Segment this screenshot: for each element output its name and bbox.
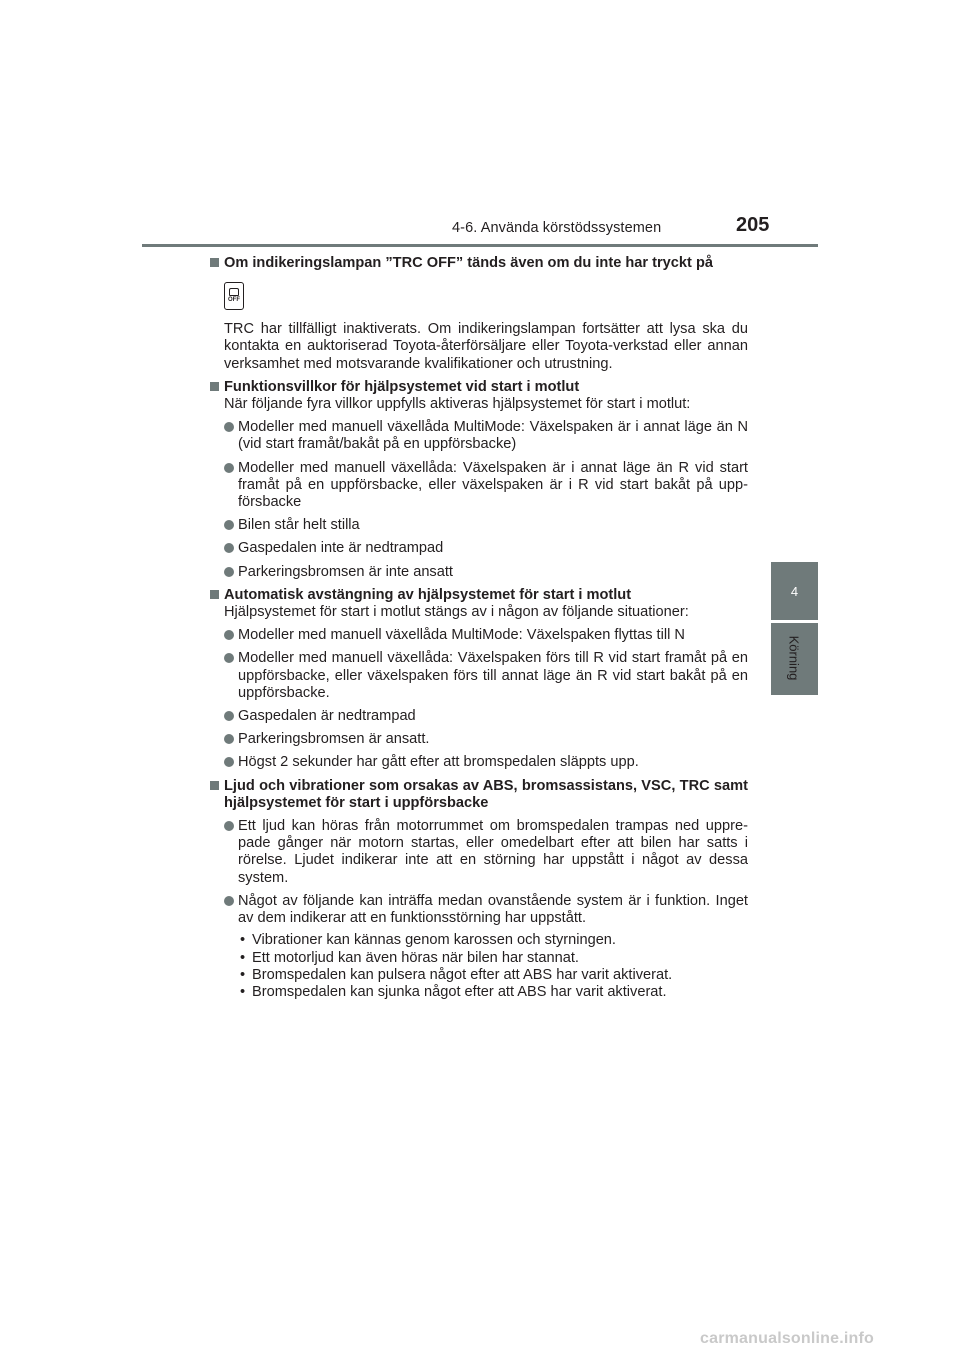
sub-list-item: • Ett motorljud kan även höras när bilen har stannat. [238, 950, 748, 967]
list-item: Bilen står helt stilla [208, 517, 748, 534]
circle-bullet-icon [224, 543, 234, 553]
square-bullet-icon [210, 382, 219, 391]
section-title: 4-6. Använda körstödssystemen [452, 220, 662, 236]
list-item: Modeller med manuell växellåda: Växelspaken är i annat läge än R vid start framåt på en uppförsbacke, eller växelspaken är i R vid start bakåt på upp-försbacke [208, 460, 748, 512]
circle-bullet-icon [224, 896, 234, 906]
square-bullet-icon [210, 781, 219, 790]
circle-bullet-icon [224, 757, 234, 767]
list-item: Modeller med manuell växellåda: Växelspaken förs till R vid start framåt på en uppförsbacke, eller växelspaken förs till annat läge än R vid start bakåt på en uppförsbacke. [208, 650, 748, 702]
circle-bullet-icon [224, 653, 234, 663]
sub-list-item: • Bromspedalen kan sjunka något efter att ABS har varit aktiverat. [238, 984, 748, 1001]
page-number: 205 [736, 214, 770, 236]
list-item: Gaspedalen är nedtrampad [208, 708, 748, 725]
paragraph: TRC har tillfälligt inaktiverats. Om indikeringslampan fortsätter att lysa ska du kontakta en auktoriserad Toyota-återförsäljare eller Toyota-verkstad eller annan verksamhet med motsvarande kvalifikationer och utrustning. [224, 321, 748, 372]
paragraph: När följande fyra villkor uppfylls aktiveras hjälpsystemet för start i motlut: [224, 396, 691, 413]
paragraph: Hjälpsystemet för start i motlut stängs av i någon av följande situationer: [224, 604, 689, 621]
circle-bullet-icon [224, 520, 234, 530]
chapter-tab[interactable] [771, 562, 818, 620]
chapter-label: Körning [786, 635, 802, 681]
section-heading: Automatisk avstängning av hjälpsystemet för start i motlut [208, 587, 748, 604]
chapter-number: 4 [790, 583, 799, 599]
watermark: carmanualsonline.info [700, 1330, 875, 1347]
list-item: Modeller med manuell växellåda MultiMode: Växelspaken är i annat läge än N (vid start framåt/bakåt på en uppförsbacke) [208, 419, 748, 453]
circle-bullet-icon [224, 734, 234, 744]
list-item: Parkeringsbromsen är inte ansatt [208, 564, 748, 581]
page-content [208, 255, 748, 1001]
list-item: Något av följande kan inträffa medan ovanstående system är i funktion. Inget av dem indikerar att en funktionsstörning har uppstått. [208, 893, 748, 927]
circle-bullet-icon [224, 567, 234, 577]
icon-row [208, 282, 748, 316]
square-bullet-icon [210, 258, 219, 267]
list-item: Modeller med manuell växellåda MultiMode: Växelspaken flyttas till N [208, 627, 748, 644]
circle-bullet-icon [224, 463, 234, 473]
list-item: Högst 2 sekunder har gått efter att bromspedalen släppts upp. [208, 754, 748, 771]
list-item: Parkeringsbromsen är ansatt. [208, 731, 748, 748]
square-bullet-icon [210, 590, 219, 599]
list-item: Ett ljud kan höras från motorrummet om bromspedalen trampas ned uppre-pade gånger när motorn startas, eller omedelbart efter att bilen har satts i rörelse. Ljudet indikerar inte att en störning har uppstått i något av dessa system. [208, 818, 748, 887]
trc-off-switch-icon: OFF [224, 282, 244, 310]
circle-bullet-icon [224, 821, 234, 831]
list-item: Gaspedalen inte är nedtrampad [208, 540, 748, 557]
sub-list [208, 932, 748, 1001]
header-divider [142, 244, 818, 247]
sub-list-item: • Vibrationer kan kännas genom karossen och styrningen. [238, 932, 748, 949]
section-heading: Om indikeringslampan ”TRC OFF” tänds även om du inte har tryckt på [208, 255, 748, 272]
circle-bullet-icon [224, 711, 234, 721]
sub-list-item: • Bromspedalen kan pulsera något efter att ABS har varit aktiverat. [238, 967, 748, 984]
circle-bullet-icon [224, 422, 234, 432]
circle-bullet-icon [224, 630, 234, 640]
section-heading: Ljud och vibrationer som orsakas av ABS, bromsassistans, VSC, TRC samt hjälpsystemet för start i uppförsbacke [208, 778, 748, 812]
section-heading: Funktionsvillkor för hjälpsystemet vid start i motlut [208, 379, 748, 396]
